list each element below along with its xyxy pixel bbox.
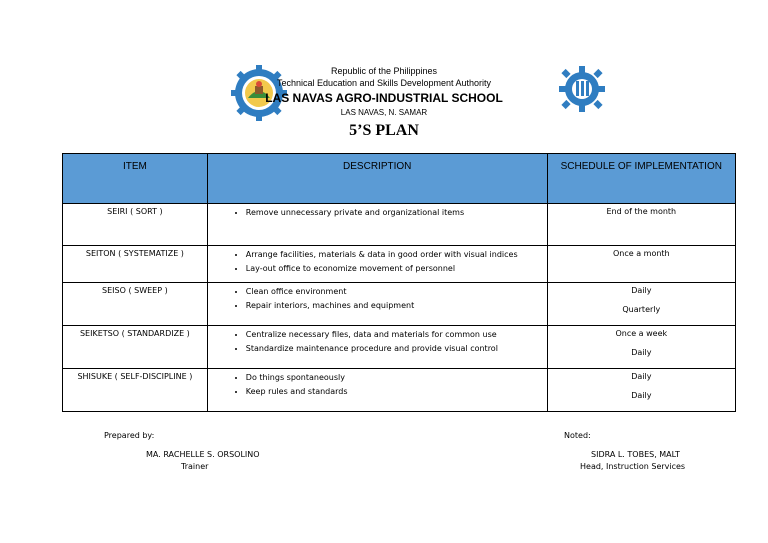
description-cell [207,369,547,412]
prepared-by-label: Prepared by: [104,431,155,440]
description-cell [207,246,547,283]
schedule-value: Quarterly [622,305,661,314]
description-bullet: • Remove unnecessary private and organizational items [246,208,546,218]
preparer-role: Trainer [181,462,209,471]
description-cell [207,204,547,246]
five-s-plan-table [62,153,736,412]
description-bullet: • Do things spontaneously [246,373,546,383]
school-address: LAS NAVAS, N. SAMAR [340,108,428,117]
noter-name: SIDRA L. TOBES, MALT [591,450,680,459]
noter-role: Head, Instruction Services [580,462,686,471]
description-bullet: • Clean office environment [246,287,546,297]
item-cell: SEIKETSO ( STANDARDIZE ) [63,326,208,369]
item-cell: SHISUKE ( SELF-DISCIPLINE ) [63,369,208,412]
description-bullet: • Standardize maintenance procedure and provide visual control [246,344,546,354]
item-cell: SEITON ( SYSTEMATIZE ) [63,246,208,283]
table-header-row [63,154,736,204]
schedule-cell [547,246,735,283]
preparer-name: MA. RACHELLE S. ORSOLINO [146,450,260,459]
description-bullet: • Centralize necessary files, data and materials for common use [246,330,546,340]
description-bullet: • Lay-out office to economize movement of personnel [246,264,546,274]
schedule-value: Once a week [615,329,668,338]
description-bullet: • Arrange facilities, materials & data in good order with visual indices [246,250,546,260]
item-cell: SEISO ( SWEEP ) [63,283,208,326]
page-title: 5’S PLAN [349,122,419,139]
description-cell [207,283,547,326]
school-name: LAS NAVAS AGRO-INDUSTRIAL SCHOOL [265,91,503,105]
schedule-value: Daily [631,348,652,357]
header-description: DESCRIPTION [207,154,547,204]
schedule-value: End of the month [606,207,677,216]
schedule-cell [547,204,735,246]
schedule-value: Daily [631,372,652,381]
table-row [63,326,736,369]
schedule-cell [547,283,735,326]
header-item: ITEM [63,154,208,204]
agency-line: Technical Education and Skills Development Authority [276,78,492,88]
schedule-value: Once a month [612,249,670,258]
document-header [0,0,768,150]
description-bullet: • Keep rules and standards [246,387,546,397]
description-bullet: • Repair interiors, machines and equipment [246,301,546,311]
header-schedule: SCHEDULE OF IMPLEMENTATION [547,154,735,204]
republic-line: Republic of the Philippines [330,66,438,76]
table-row [63,246,736,283]
schedule-value: Daily [631,286,652,295]
schedule-cell [547,326,735,369]
table-row [63,204,736,246]
schedule-value: Daily [631,391,652,400]
item-cell: SEIRI ( SORT ) [63,204,208,246]
table-row [63,369,736,412]
description-cell [207,326,547,369]
table-row [63,283,736,326]
schedule-cell [547,369,735,412]
noted-label: Noted: [564,431,591,440]
